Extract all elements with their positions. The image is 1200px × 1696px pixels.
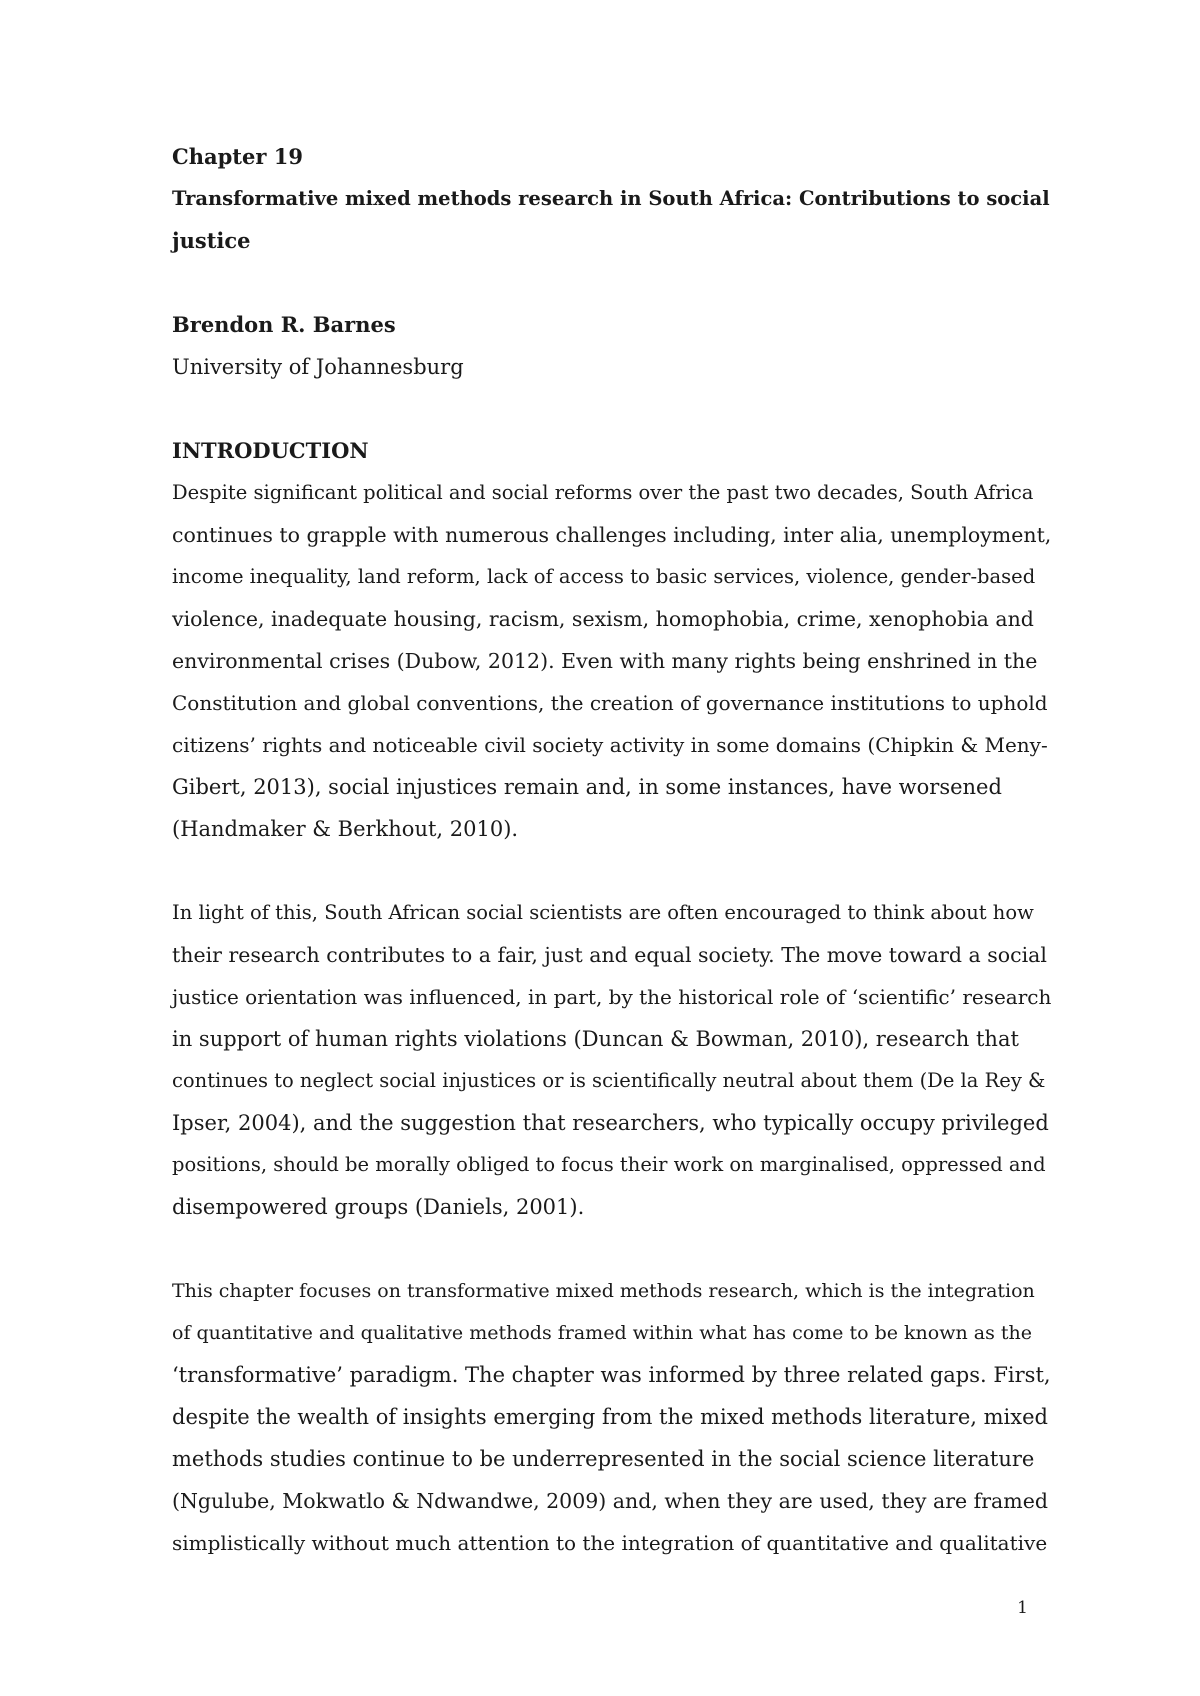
paragraph-line: disempowered groups (Daniels, 2001). [172,1195,585,1219]
paragraph-line: This chapter focuses on transformative mixed methods research, which is the integration [172,1280,1035,1302]
paragraph-line: (Ngulube, Mokwatlo & Ndwandwe, 2009) and, when they are used, they are framed [172,1489,1048,1513]
paragraph-line: continues to grapple with numerous challenges including, inter alia, unemployment, [172,523,1052,547]
paragraph-3 [172,1270,1052,1564]
paragraph-line: Ipser, 2004), and the suggestion that researchers, who typically occupy privileged [172,1111,1049,1135]
paragraph-line: citizens’ rights and noticeable civil society activity in some domains (Chipkin & Meny- [172,733,1048,757]
paragraph-1 [172,472,1052,850]
paragraph-line: income inequality, land reform, lack of access to basic services, violence, gender-based [172,565,1036,588]
paragraph-line: Despite significant political and social reforms over the past two decades, South Africa [172,481,1034,504]
paragraph-line: violence, inadequate housing, racism, sexism, homophobia, crime, xenophobia and [172,607,1034,631]
paragraph-line: of quantitative and qualitative methods framed within what has come to be known as the [172,1322,1032,1344]
chapter-title-line-1: Transformative mixed methods research in South Africa: Contributions to social [172,187,1050,210]
document-page [172,136,1052,1564]
chapter-label: Chapter 19 [172,144,303,169]
paragraph-line: ‘transformative’ paradigm. The chapter was informed by three related gaps. First, [172,1363,1051,1387]
page-number: 1 [1017,1598,1028,1618]
section-heading: INTRODUCTION [172,438,369,463]
paragraph-line: despite the wealth of insights emerging from the mixed methods literature, mixed [172,1405,1048,1429]
paragraph-line: in support of human rights violations (Duncan & Bowman, 2010), research that [172,1027,1019,1051]
paragraph-line: Gibert, 2013), social injustices remain and, in some instances, have worsened [172,775,1002,799]
author-affiliation: University of Johannesburg [172,355,464,379]
chapter-title-line-2: justice [172,228,251,253]
paragraph-line: Constitution and global conventions, the creation of governance institutions to uphold [172,691,1048,715]
paragraph-2 [172,892,1052,1228]
paragraph-line: (Handmaker & Berkhout, 2010). [172,817,519,841]
paragraph-line: positions, should be morally obliged to focus their work on marginalised, oppressed and [172,1153,1046,1176]
paragraph-line: In light of this, South African social scientists are often encouraged to think about how [172,901,1034,924]
paragraph-line: continues to neglect social injustices or is scientifically neutral about them (De la Rey & [172,1069,1046,1092]
paragraph-line: justice orientation was influenced, in part, by the historical role of ‘scientific’ research [172,985,1052,1009]
paragraph-line: methods studies continue to be underrepresented in the social science literature [172,1447,1035,1471]
author-name: Brendon R. Barnes [172,312,396,337]
paragraph-line: simplistically without much attention to the integration of quantitative and qualitative [172,1531,1048,1555]
paragraph-line: environmental crises (Dubow, 2012). Even with many rights being enshrined in the [172,649,1038,673]
paragraph-line: their research contributes to a fair, just and equal society. The move toward a social [172,943,1047,967]
